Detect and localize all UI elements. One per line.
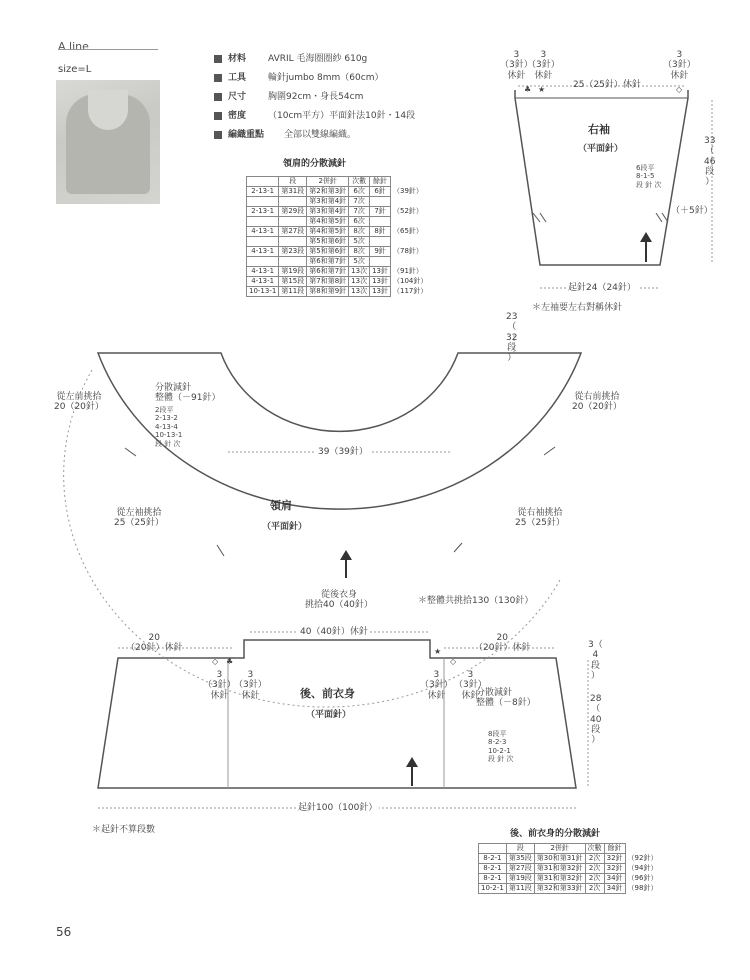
table-cell: 第11段 xyxy=(506,884,534,894)
table-cell: 7針 xyxy=(370,207,391,217)
sleeve-increase-note: 6段平 8-1-5 段 針 次 xyxy=(636,164,662,189)
spec-point: 編織重點 全部以雙線編織。 xyxy=(214,126,415,145)
table-cell: （65針） xyxy=(393,227,423,235)
table-cell: 4-13-1 xyxy=(247,227,279,237)
table-cell: 8-2-1 xyxy=(479,864,507,874)
club-marker-body: ♣ xyxy=(226,657,234,666)
table-cell: 第2和第3針 xyxy=(307,187,349,197)
table-cell: 13次 xyxy=(349,267,370,277)
table-cell: 第27段 xyxy=(279,227,307,237)
club-marker-sleeve: ♣ xyxy=(524,85,532,94)
spec-gauge: 密度 （10cm平方）平面針法10針・14段 xyxy=(214,107,415,126)
table-cell: 4-13-1 xyxy=(247,247,279,257)
table-cell: 13次 xyxy=(349,277,370,287)
table-cell: 第31段 xyxy=(279,187,307,197)
table-cell: 6次 xyxy=(349,187,370,197)
table-cell: 13針 xyxy=(370,277,391,287)
yoke-depth: 23 （ 32 段 ） xyxy=(506,312,518,364)
diamond-marker-sleeve: ◇ xyxy=(676,85,683,94)
table-row xyxy=(479,854,660,864)
sleeve-hold-right: 3 （3針） 休針 xyxy=(663,50,696,81)
table-cell: 第30和第31針 xyxy=(534,854,585,864)
table-cell: 2次 xyxy=(585,864,604,874)
table-cell: 34針 xyxy=(604,874,625,884)
table-cell: （98針） xyxy=(627,884,658,892)
sleeve-hold-left-b: 3 （3針） 休針 xyxy=(527,50,560,81)
table-cell: 6次 xyxy=(349,217,370,227)
table-header-cell: 餘針 xyxy=(370,177,391,187)
table-cell: （96針） xyxy=(627,874,658,882)
body-hold-4: 3 （3針） 休針 xyxy=(454,670,487,701)
table-cell: （39針） xyxy=(393,187,423,195)
table-cell: 第6和第7針 xyxy=(307,257,349,267)
sleeve-title: 右袖 xyxy=(588,123,610,136)
table-cell: 第6和第7針 xyxy=(307,267,349,277)
body-table-title: 後、前衣身的分散減針 xyxy=(510,829,601,839)
table-cell: 第31和第32針 xyxy=(534,864,585,874)
table-cell: 13針 xyxy=(370,287,391,297)
table-header-cell: 段 xyxy=(506,844,534,854)
table-cell: 第27段 xyxy=(506,864,534,874)
sleeve-subtitle: （平面針） xyxy=(578,144,624,154)
table-cell: 8次 xyxy=(349,227,370,237)
sleeve-hold-left-a: 3 （3針） 休針 xyxy=(500,50,533,81)
table-cell: 5次 xyxy=(349,237,370,247)
body-hold-3: 3 （3針） 休針 xyxy=(420,670,453,701)
table-cell: 第23段 xyxy=(279,247,307,257)
table-cell: 8-2-1 xyxy=(479,874,507,884)
table-cell: 10-13-1 xyxy=(247,287,279,297)
table-cell: （52針） xyxy=(393,207,423,215)
sleeve-increase-count: （＋5針） xyxy=(671,206,713,216)
yoke-subtitle: （平面針） xyxy=(262,522,308,532)
table-row xyxy=(479,874,660,884)
table-cell: （92針） xyxy=(627,854,658,862)
yoke-decrease-title: 分散減針 整體（－91針） xyxy=(155,383,221,404)
table-cell: 2-13-1 xyxy=(247,207,279,217)
table-cell: 第8和第9針 xyxy=(307,287,349,297)
table-cell: 8-2-1 xyxy=(479,854,507,864)
yoke-right-sleeve-pickup: 從右袖挑拾 25（25針） xyxy=(515,508,565,529)
body-subtitle: （平面針） xyxy=(306,710,352,720)
table-cell: 第35段 xyxy=(506,854,534,864)
body-note: ＊起針不算段數 xyxy=(92,825,156,835)
table-cell: 7次 xyxy=(349,207,370,217)
diamond-marker-body-right: ◇ xyxy=(450,657,457,666)
diamond-marker-body-left: ◇ xyxy=(212,657,219,666)
table-cell: 第4和第5針 xyxy=(307,217,349,227)
table-cell: 第5和第6針 xyxy=(307,247,349,257)
table-cell: 第7和第8針 xyxy=(307,277,349,287)
table-cell: 2次 xyxy=(585,854,604,864)
size-label: size=L xyxy=(58,64,92,75)
table-cell: 13次 xyxy=(349,287,370,297)
table-cell: （117針） xyxy=(393,287,428,295)
table-header-cell: 2併針 xyxy=(534,844,585,854)
sleeve-cast-on: 起針24（24針） xyxy=(568,283,636,293)
sleeve-height: 33 （ 46 段 ） xyxy=(704,136,716,188)
table-cell: （104針） xyxy=(393,277,428,285)
table-cell: 34針 xyxy=(604,884,625,894)
body-decrease-title: 分散減針 整體（－8針） xyxy=(476,688,536,709)
yoke-table-title: 領肩的分散減針 xyxy=(283,159,347,169)
table-cell: 第4和第5針 xyxy=(307,227,349,237)
yoke-right-front-pickup: 從右前挑拾 20（20針） xyxy=(572,392,622,413)
body-height: 28 （ 40 段 ） xyxy=(590,694,602,746)
yoke-left-sleeve-pickup: 從左袖挑拾 25（25針） xyxy=(114,508,164,529)
table-cell: 第3和第4針 xyxy=(307,207,349,217)
table-row xyxy=(479,864,660,874)
star-marker-sleeve: ★ xyxy=(538,85,546,94)
table-header-cell: 次數 xyxy=(585,844,604,854)
table-header-cell xyxy=(479,844,507,854)
body-cast-on: 起針100（100針） xyxy=(298,803,378,813)
spec-size: 尺寸 胸圍92cm・身長54cm xyxy=(214,88,415,107)
table-cell: （94針） xyxy=(627,864,658,872)
table-cell: （91針） xyxy=(393,267,423,275)
table-cell: 6針 xyxy=(370,187,391,197)
table-cell: （78針） xyxy=(393,247,423,255)
body-hold-1: 3 （3針） 休針 xyxy=(203,670,236,701)
sleeve-top-width: 25（25針）休針 xyxy=(573,80,641,90)
table-cell: 7次 xyxy=(349,197,370,207)
sleeve-outline xyxy=(515,90,688,265)
yoke-total-pickup: ＊整體共挑拾130（130針） xyxy=(418,596,534,606)
body-hold-2: 3 （3針） 休針 xyxy=(234,670,267,701)
spec-tool: 工具 輪針jumbo 8mm（60cm） xyxy=(214,69,415,88)
table-cell: 2次 xyxy=(585,874,604,884)
table-cell: 第32和第33針 xyxy=(534,884,585,894)
table-cell: 2-13-1 xyxy=(247,187,279,197)
table-cell: 5次 xyxy=(349,257,370,267)
table-cell: 32針 xyxy=(604,854,625,864)
body-decrease-detail: 8段平 8-2-3 10-2-1 段 針 次 xyxy=(488,730,514,764)
table-cell: 第31和第32針 xyxy=(534,874,585,884)
table-row xyxy=(479,884,660,894)
table-cell: 第29段 xyxy=(279,207,307,217)
yoke-decrease-detail: 2段平 2-13-2 4-13-4 10-13-1 段 針 次 xyxy=(155,406,183,448)
table-header-cell: 餘針 xyxy=(604,844,625,854)
table-cell: 8針 xyxy=(370,227,391,237)
page-number: 56 xyxy=(56,925,72,939)
table-header-cell: 次數 xyxy=(349,177,370,187)
table-cell: 第15段 xyxy=(279,277,307,287)
spec-material: 材料 AVRIL 毛海圈圈紗 610g xyxy=(214,50,415,69)
table-cell: 第3和第4針 xyxy=(307,197,349,207)
yoke-title: 領肩 xyxy=(270,499,292,512)
body-top-left-hold: 20 （20針）休針 xyxy=(126,633,183,654)
yoke-left-front-pickup: 從左前挑拾 20（20針） xyxy=(54,392,104,413)
body-decrease-table xyxy=(478,843,660,894)
table-cell: 13針 xyxy=(370,267,391,277)
table-header-cell: 段 xyxy=(279,177,307,187)
sleeve-note: ＊左袖要左右對稱休針 xyxy=(532,303,623,313)
table-cell: 第11段 xyxy=(279,287,307,297)
table-cell: 第19段 xyxy=(506,874,534,884)
table-cell: 10-2-1 xyxy=(479,884,507,894)
star-marker-body: ★ xyxy=(434,647,442,656)
body-shoulder-rows: 3（ 4 段 ） xyxy=(588,640,603,682)
table-cell: 32針 xyxy=(604,864,625,874)
yoke-back-pickup: 從後衣身 挑拾40（40針） xyxy=(305,590,373,611)
table-cell: 9針 xyxy=(370,247,391,257)
table-cell: 4-13-1 xyxy=(247,267,279,277)
body-top-center-hold: 40（40針）休針 xyxy=(300,627,368,637)
table-header-cell: 2併針 xyxy=(307,177,349,187)
table-cell: 2次 xyxy=(585,884,604,894)
body-title: 後、前衣身 xyxy=(300,687,355,700)
table-cell: 8次 xyxy=(349,247,370,257)
yoke-neck-width: 39（39針） xyxy=(318,447,368,457)
body-top-right-hold: 20 （20針）休針 xyxy=(474,633,531,654)
table-cell: 第5和第6針 xyxy=(307,237,349,247)
table-cell: 4-13-1 xyxy=(247,277,279,287)
pattern-title: A line xyxy=(58,40,89,53)
table-cell: 第19段 xyxy=(279,267,307,277)
